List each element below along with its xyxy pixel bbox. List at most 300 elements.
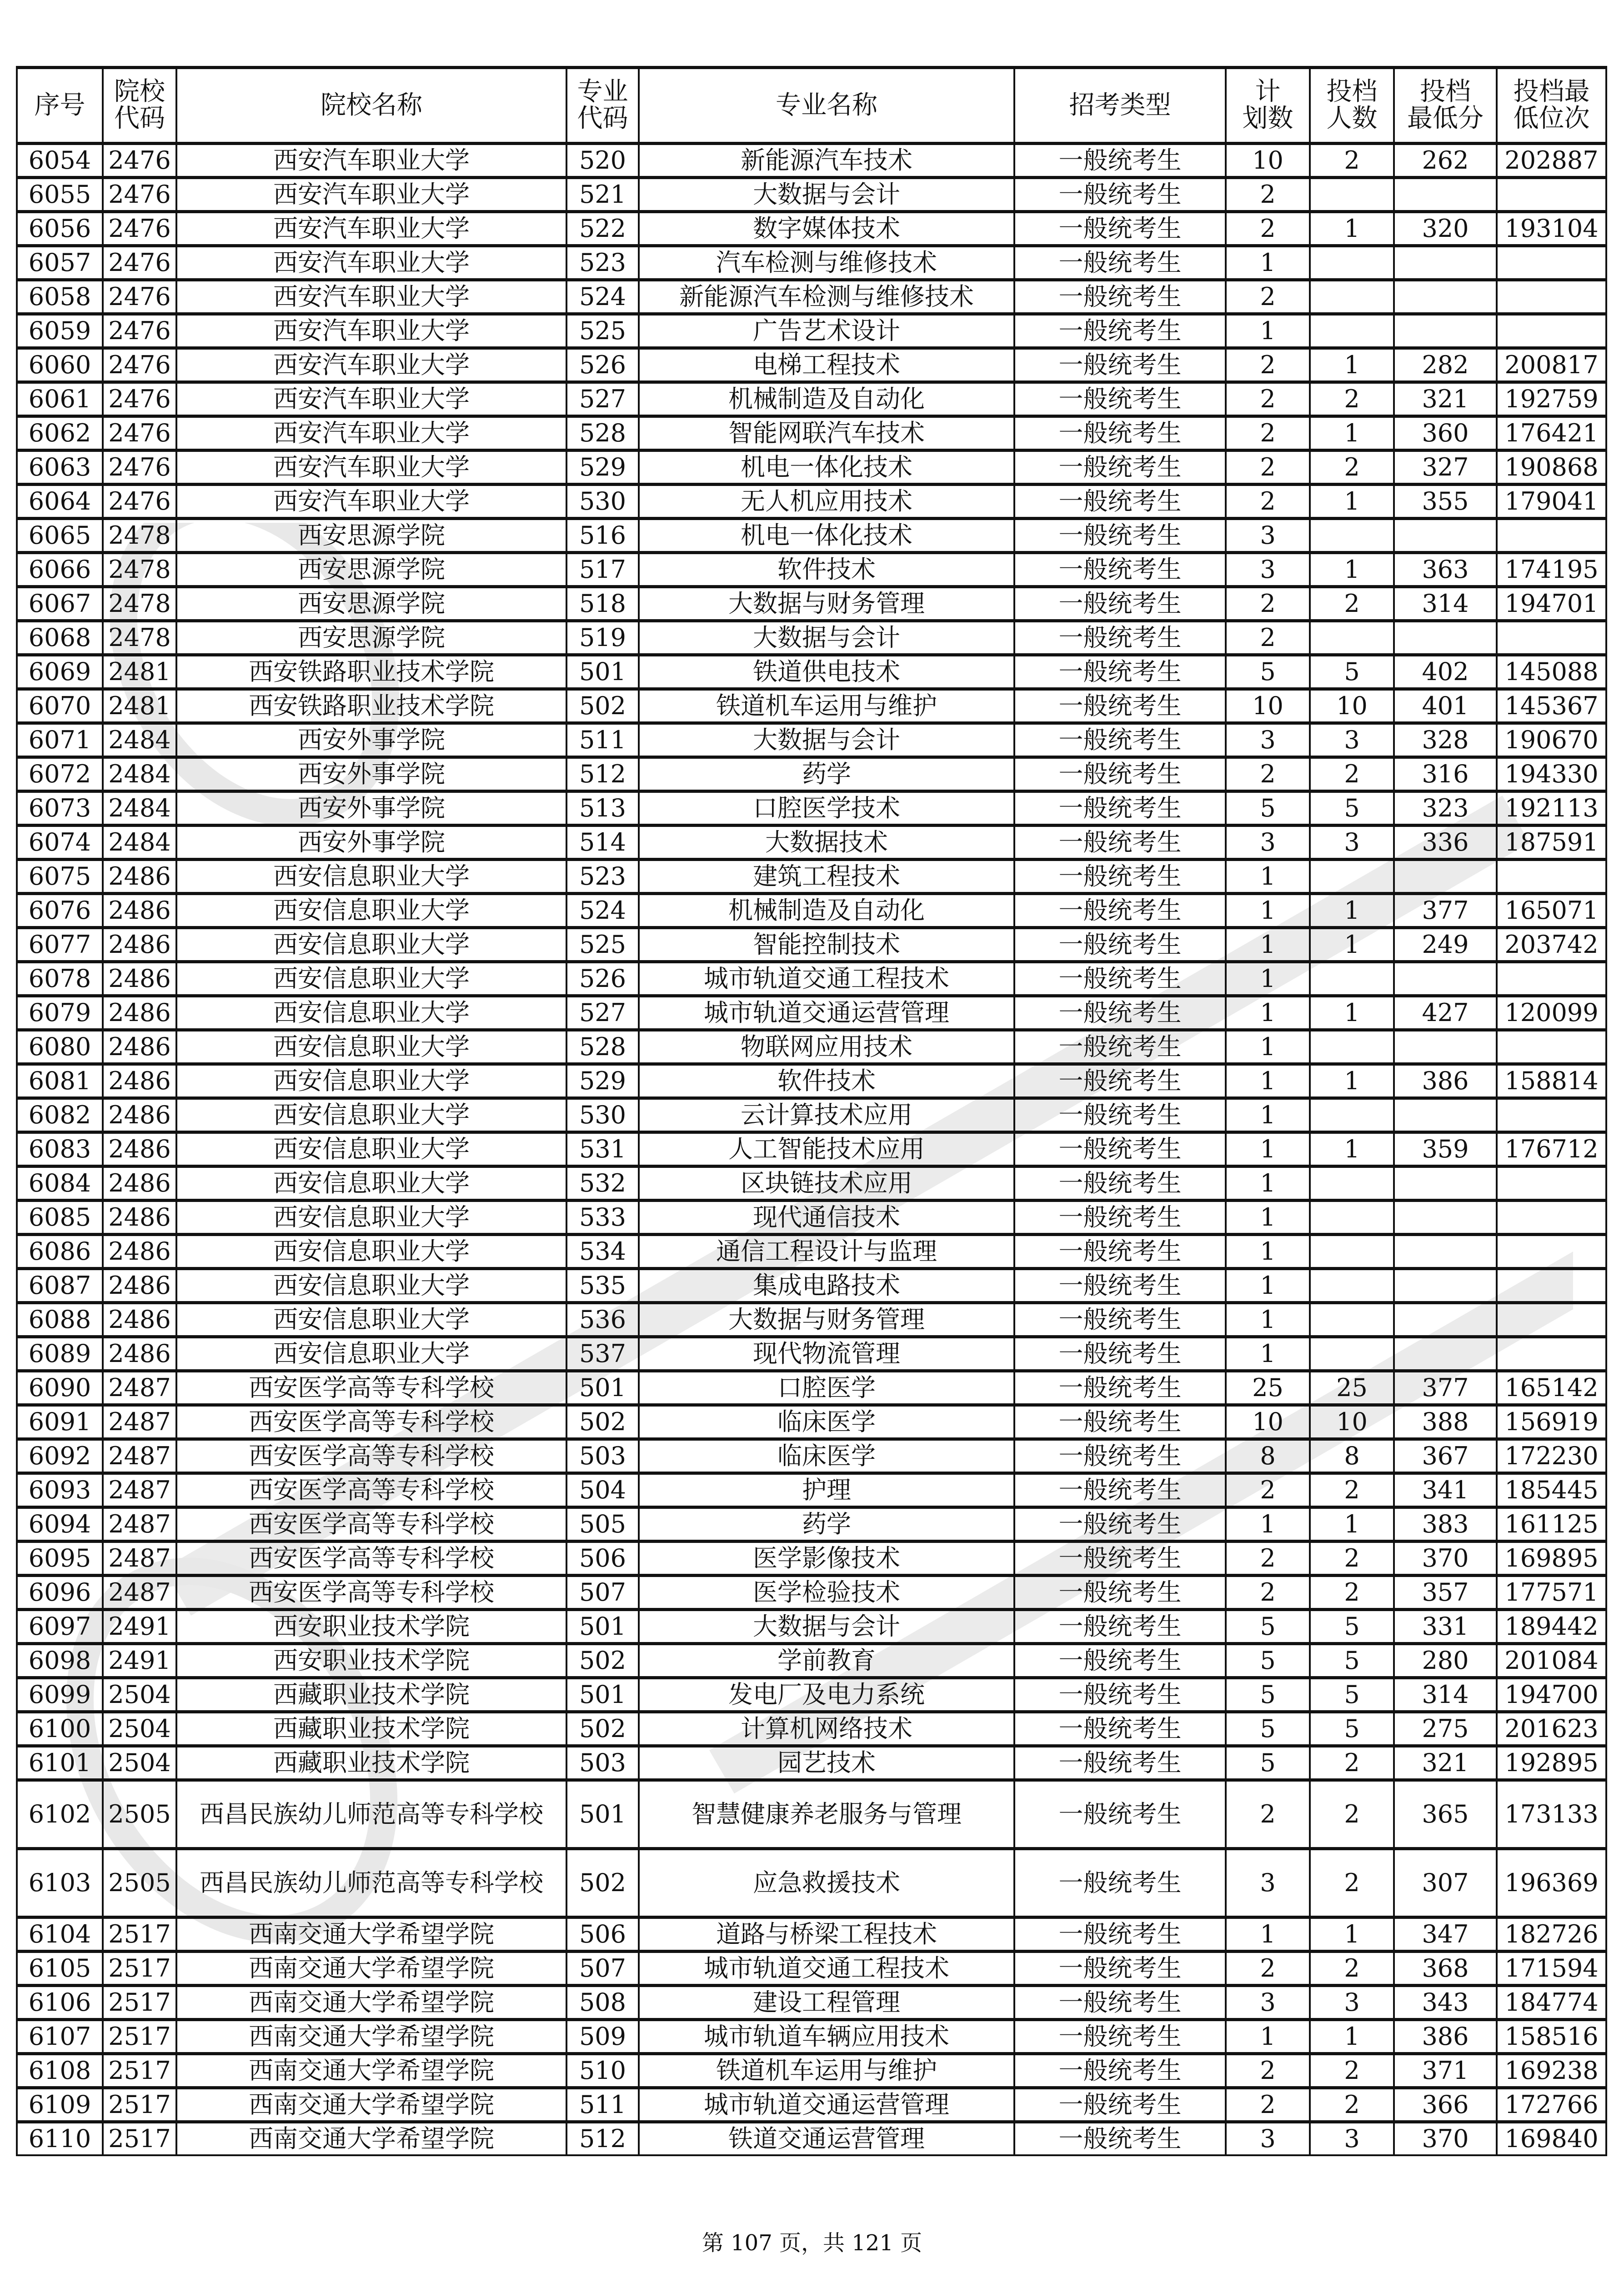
cell-filed xyxy=(1310,1337,1394,1371)
cell-min-rank: 202887 xyxy=(1497,144,1606,178)
cell-filed xyxy=(1310,1098,1394,1132)
table-row xyxy=(17,1405,1606,1439)
cell-exam-type: 一般统考生 xyxy=(1014,246,1226,280)
cell-seq: 6091 xyxy=(17,1405,103,1439)
cell-major-name: 智能控制技术 xyxy=(639,928,1014,962)
cell-major-code: 503 xyxy=(566,1746,639,1780)
cell-school-name: 西安医学高等专科学校 xyxy=(176,1473,566,1507)
cell-min-rank: 203742 xyxy=(1497,928,1606,962)
cell-filed: 1 xyxy=(1310,212,1394,246)
cell-min-score: 307 xyxy=(1394,1849,1497,1918)
cell-major-name: 药学 xyxy=(639,757,1014,791)
cell-min-score: 320 xyxy=(1394,212,1497,246)
cell-min-rank: 192895 xyxy=(1497,1746,1606,1780)
cell-min-rank xyxy=(1497,1098,1606,1132)
cell-seq: 6090 xyxy=(17,1371,103,1405)
cell-school-name: 西安信息职业大学 xyxy=(176,1269,566,1303)
cell-plan: 8 xyxy=(1226,1439,1310,1473)
cell-major-name: 通信工程设计与监理 xyxy=(639,1235,1014,1269)
cell-min-score xyxy=(1394,1269,1497,1303)
cell-major-code: 502 xyxy=(566,1405,639,1439)
header-filed xyxy=(1310,68,1394,144)
cell-school-code: 2484 xyxy=(103,757,176,791)
cell-filed: 5 xyxy=(1310,791,1394,826)
cell-seq: 6089 xyxy=(17,1337,103,1371)
cell-min-rank: 171594 xyxy=(1497,1952,1606,1986)
cell-min-score: 359 xyxy=(1394,1132,1497,1167)
cell-major-name: 城市轨道交通运营管理 xyxy=(639,2088,1014,2122)
cell-school-name: 西藏职业技术学院 xyxy=(176,1746,566,1780)
header-exam-type-label: 招考类型 xyxy=(1069,90,1171,120)
cell-school-name: 西安汽车职业大学 xyxy=(176,382,566,416)
cell-major-name: 道路与桥梁工程技术 xyxy=(639,1918,1014,1952)
cell-min-score: 377 xyxy=(1394,1371,1497,1405)
header-exam-type xyxy=(1014,68,1226,144)
cell-min-score: 282 xyxy=(1394,348,1497,382)
cell-school-code: 2505 xyxy=(103,1780,176,1849)
cell-exam-type: 一般统考生 xyxy=(1014,621,1226,655)
cell-major-code: 517 xyxy=(566,553,639,587)
cell-min-score: 321 xyxy=(1394,382,1497,416)
cell-filed: 2 xyxy=(1310,451,1394,485)
cell-school-code: 2486 xyxy=(103,1269,176,1303)
cell-exam-type: 一般统考生 xyxy=(1014,1542,1226,1576)
cell-filed: 2 xyxy=(1310,1746,1394,1780)
cell-min-score: 331 xyxy=(1394,1610,1497,1644)
cell-school-code: 2486 xyxy=(103,996,176,1030)
cell-seq: 6062 xyxy=(17,416,103,451)
cell-exam-type: 一般统考生 xyxy=(1014,553,1226,587)
cell-major-code: 526 xyxy=(566,348,639,382)
cell-major-code: 523 xyxy=(566,246,639,280)
cell-seq: 6081 xyxy=(17,1064,103,1098)
cell-school-name: 西昌民族幼儿师范高等专科学校 xyxy=(176,1849,566,1918)
cell-major-name: 大数据与会计 xyxy=(639,178,1014,212)
cell-exam-type: 一般统考生 xyxy=(1014,1371,1226,1405)
cell-school-name: 西安信息职业大学 xyxy=(176,1064,566,1098)
table-row xyxy=(17,382,1606,416)
cell-major-name: 物联网应用技术 xyxy=(639,1030,1014,1064)
cell-min-score xyxy=(1394,1030,1497,1064)
cell-seq: 6092 xyxy=(17,1439,103,1473)
cell-filed: 5 xyxy=(1310,1678,1394,1712)
cell-filed: 5 xyxy=(1310,1644,1394,1678)
table-row xyxy=(17,1780,1606,1849)
cell-major-code: 532 xyxy=(566,1167,639,1201)
cell-plan: 2 xyxy=(1226,485,1310,519)
cell-school-name: 西安汽车职业大学 xyxy=(176,280,566,314)
cell-min-score: 336 xyxy=(1394,826,1497,860)
cell-min-score xyxy=(1394,1167,1497,1201)
cell-school-code: 2478 xyxy=(103,587,176,621)
cell-plan: 1 xyxy=(1226,1269,1310,1303)
cell-school-code: 2487 xyxy=(103,1542,176,1576)
cell-major-code: 530 xyxy=(566,485,639,519)
cell-seq: 6110 xyxy=(17,2122,103,2156)
cell-min-score: 366 xyxy=(1394,2088,1497,2122)
cell-school-name: 西安信息职业大学 xyxy=(176,1132,566,1167)
cell-plan: 3 xyxy=(1226,826,1310,860)
cell-seq: 6088 xyxy=(17,1303,103,1337)
cell-seq: 6099 xyxy=(17,1678,103,1712)
cell-min-score: 383 xyxy=(1394,1507,1497,1542)
cell-seq: 6063 xyxy=(17,451,103,485)
cell-min-rank xyxy=(1497,1303,1606,1337)
cell-seq: 6070 xyxy=(17,689,103,723)
cell-filed: 2 xyxy=(1310,1849,1394,1918)
cell-plan: 1 xyxy=(1226,1507,1310,1542)
table-row xyxy=(17,791,1606,826)
cell-major-code: 520 xyxy=(566,144,639,178)
cell-school-name: 西安铁路职业技术学院 xyxy=(176,689,566,723)
cell-school-name: 西安汽车职业大学 xyxy=(176,451,566,485)
cell-min-score: 367 xyxy=(1394,1439,1497,1473)
cell-major-name: 机电一体化技术 xyxy=(639,451,1014,485)
cell-school-name: 西安汽车职业大学 xyxy=(176,485,566,519)
cell-seq: 6098 xyxy=(17,1644,103,1678)
cell-exam-type: 一般统考生 xyxy=(1014,1235,1226,1269)
cell-school-code: 2481 xyxy=(103,689,176,723)
cell-major-name: 建筑工程技术 xyxy=(639,860,1014,894)
cell-school-name: 西安思源学院 xyxy=(176,621,566,655)
cell-school-code: 2486 xyxy=(103,1098,176,1132)
cell-min-score: 370 xyxy=(1394,2122,1497,2156)
cell-plan: 2 xyxy=(1226,382,1310,416)
cell-seq: 6093 xyxy=(17,1473,103,1507)
cell-seq: 6096 xyxy=(17,1576,103,1610)
cell-school-name: 西安信息职业大学 xyxy=(176,1201,566,1235)
cell-major-code: 534 xyxy=(566,1235,639,1269)
cell-seq: 6068 xyxy=(17,621,103,655)
cell-major-name: 应急救援技术 xyxy=(639,1849,1014,1918)
cell-filed: 2 xyxy=(1310,1780,1394,1849)
cell-major-name: 建设工程管理 xyxy=(639,1986,1014,2020)
cell-filed: 10 xyxy=(1310,1405,1394,1439)
cell-major-name: 机电一体化技术 xyxy=(639,519,1014,553)
cell-exam-type: 一般统考生 xyxy=(1014,826,1226,860)
cell-major-code: 525 xyxy=(566,314,639,348)
cell-major-code: 505 xyxy=(566,1507,639,1542)
cell-plan: 5 xyxy=(1226,1712,1310,1746)
cell-seq: 6087 xyxy=(17,1269,103,1303)
table-row xyxy=(17,212,1606,246)
table-row xyxy=(17,621,1606,655)
cell-school-name: 西安汽车职业大学 xyxy=(176,314,566,348)
cell-school-name: 西南交通大学希望学院 xyxy=(176,1952,566,1986)
cell-school-name: 西安信息职业大学 xyxy=(176,962,566,996)
cell-seq: 6065 xyxy=(17,519,103,553)
cell-school-code: 2504 xyxy=(103,1678,176,1712)
cell-school-name: 西安信息职业大学 xyxy=(176,894,566,928)
cell-seq: 6064 xyxy=(17,485,103,519)
cell-min-rank: 193104 xyxy=(1497,212,1606,246)
cell-exam-type: 一般统考生 xyxy=(1014,1064,1226,1098)
cell-school-code: 2484 xyxy=(103,791,176,826)
cell-major-code: 513 xyxy=(566,791,639,826)
cell-school-name: 西南交通大学希望学院 xyxy=(176,2088,566,2122)
cell-major-name: 护理 xyxy=(639,1473,1014,1507)
cell-min-score: 371 xyxy=(1394,2054,1497,2088)
cell-exam-type: 一般统考生 xyxy=(1014,519,1226,553)
table-row xyxy=(17,1746,1606,1780)
cell-filed: 5 xyxy=(1310,1712,1394,1746)
cell-seq: 6067 xyxy=(17,587,103,621)
cell-filed: 2 xyxy=(1310,1542,1394,1576)
cell-school-code: 2476 xyxy=(103,485,176,519)
cell-school-name: 西安医学高等专科学校 xyxy=(176,1405,566,1439)
cell-school-code: 2486 xyxy=(103,1303,176,1337)
table-row xyxy=(17,1030,1606,1064)
cell-major-code: 511 xyxy=(566,723,639,757)
header-seq-label: 序号 xyxy=(34,90,85,120)
cell-min-rank: 169840 xyxy=(1497,2122,1606,2156)
cell-school-code: 2517 xyxy=(103,1918,176,1952)
cell-exam-type: 一般统考生 xyxy=(1014,757,1226,791)
cell-filed: 3 xyxy=(1310,2122,1394,2156)
cell-min-rank: 189442 xyxy=(1497,1610,1606,1644)
table-row xyxy=(17,485,1606,519)
header-min-score-line2: 最低分 xyxy=(1407,104,1484,133)
cell-min-rank xyxy=(1497,962,1606,996)
cell-school-code: 2476 xyxy=(103,144,176,178)
cell-school-name: 西安信息职业大学 xyxy=(176,1235,566,1269)
table-row xyxy=(17,553,1606,587)
cell-plan: 5 xyxy=(1226,655,1310,689)
cell-plan: 2 xyxy=(1226,1780,1310,1849)
cell-filed xyxy=(1310,962,1394,996)
cell-min-score: 328 xyxy=(1394,723,1497,757)
cell-plan: 1 xyxy=(1226,246,1310,280)
header-min-rank-line2: 低位次 xyxy=(1513,104,1590,133)
cell-school-code: 2504 xyxy=(103,1712,176,1746)
table-header-row xyxy=(17,68,1606,144)
table-row xyxy=(17,1952,1606,1986)
cell-major-code: 523 xyxy=(566,860,639,894)
cell-filed: 2 xyxy=(1310,757,1394,791)
cell-min-rank: 196369 xyxy=(1497,1849,1606,1918)
cell-major-code: 509 xyxy=(566,2020,639,2054)
table-row xyxy=(17,1064,1606,1098)
table-row xyxy=(17,2088,1606,2122)
cell-school-code: 2517 xyxy=(103,2020,176,2054)
cell-min-rank xyxy=(1497,246,1606,280)
cell-plan: 1 xyxy=(1226,962,1310,996)
cell-min-score xyxy=(1394,1098,1497,1132)
cell-exam-type: 一般统考生 xyxy=(1014,1098,1226,1132)
cell-plan: 2 xyxy=(1226,348,1310,382)
cell-school-name: 西安外事学院 xyxy=(176,723,566,757)
cell-school-name: 西安汽车职业大学 xyxy=(176,212,566,246)
header-school-name xyxy=(176,68,566,144)
cell-seq: 6085 xyxy=(17,1201,103,1235)
cell-major-code: 502 xyxy=(566,1644,639,1678)
cell-min-score xyxy=(1394,1201,1497,1235)
header-filed-line1: 投档 xyxy=(1326,77,1378,107)
cell-school-name: 西安医学高等专科学校 xyxy=(176,1507,566,1542)
cell-filed xyxy=(1310,1201,1394,1235)
cell-seq: 6066 xyxy=(17,553,103,587)
cell-seq: 6076 xyxy=(17,894,103,928)
cell-plan: 5 xyxy=(1226,1644,1310,1678)
cell-seq: 6077 xyxy=(17,928,103,962)
table-row xyxy=(17,1507,1606,1542)
cell-seq: 6083 xyxy=(17,1132,103,1167)
cell-school-name: 西安外事学院 xyxy=(176,791,566,826)
cell-major-code: 522 xyxy=(566,212,639,246)
cell-school-name: 西安信息职业大学 xyxy=(176,1337,566,1371)
cell-min-score: 402 xyxy=(1394,655,1497,689)
cell-min-rank xyxy=(1497,519,1606,553)
cell-plan: 2 xyxy=(1226,212,1310,246)
cell-min-rank: 200817 xyxy=(1497,348,1606,382)
cell-min-rank xyxy=(1497,1201,1606,1235)
cell-min-score: 280 xyxy=(1394,1644,1497,1678)
cell-school-code: 2517 xyxy=(103,1986,176,2020)
cell-exam-type: 一般统考生 xyxy=(1014,1610,1226,1644)
cell-min-score: 360 xyxy=(1394,416,1497,451)
table-row xyxy=(17,1371,1606,1405)
cell-school-code: 2505 xyxy=(103,1849,176,1918)
table-row xyxy=(17,1712,1606,1746)
cell-exam-type: 一般统考生 xyxy=(1014,144,1226,178)
cell-major-name: 智能网联汽车技术 xyxy=(639,416,1014,451)
cell-min-rank xyxy=(1497,1030,1606,1064)
cell-major-name: 汽车检测与维修技术 xyxy=(639,246,1014,280)
cell-plan: 3 xyxy=(1226,553,1310,587)
cell-school-code: 2486 xyxy=(103,928,176,962)
cell-seq: 6108 xyxy=(17,2054,103,2088)
cell-min-score xyxy=(1394,1235,1497,1269)
table-row xyxy=(17,723,1606,757)
cell-min-rank: 165142 xyxy=(1497,1371,1606,1405)
cell-plan: 1 xyxy=(1226,928,1310,962)
cell-exam-type: 一般统考生 xyxy=(1014,587,1226,621)
cell-exam-type: 一般统考生 xyxy=(1014,280,1226,314)
cell-min-score: 357 xyxy=(1394,1576,1497,1610)
cell-filed xyxy=(1310,621,1394,655)
cell-school-code: 2517 xyxy=(103,2088,176,2122)
cell-major-name: 大数据与财务管理 xyxy=(639,1303,1014,1337)
cell-min-rank: 176421 xyxy=(1497,416,1606,451)
cell-plan: 2 xyxy=(1226,1952,1310,1986)
page-footer: 第 107 页，共 121 页 xyxy=(702,2230,922,2256)
table-body xyxy=(17,144,1606,2156)
cell-plan: 5 xyxy=(1226,791,1310,826)
cell-major-name: 园艺技术 xyxy=(639,1746,1014,1780)
cell-min-rank: 187591 xyxy=(1497,826,1606,860)
cell-min-score: 427 xyxy=(1394,996,1497,1030)
header-min-rank-line1: 投档最 xyxy=(1513,77,1590,107)
cell-plan: 3 xyxy=(1226,723,1310,757)
cell-filed: 2 xyxy=(1310,1576,1394,1610)
cell-major-name: 大数据与会计 xyxy=(639,621,1014,655)
cell-filed xyxy=(1310,1235,1394,1269)
cell-exam-type: 一般统考生 xyxy=(1014,382,1226,416)
cell-school-code: 2476 xyxy=(103,348,176,382)
cell-min-rank: 176712 xyxy=(1497,1132,1606,1167)
cell-school-code: 2486 xyxy=(103,962,176,996)
cell-major-code: 507 xyxy=(566,1576,639,1610)
cell-min-score xyxy=(1394,280,1497,314)
cell-school-code: 2476 xyxy=(103,178,176,212)
cell-seq: 6105 xyxy=(17,1952,103,1986)
cell-seq: 6103 xyxy=(17,1849,103,1918)
cell-min-score: 386 xyxy=(1394,2020,1497,2054)
cell-school-name: 西安铁路职业技术学院 xyxy=(176,655,566,689)
cell-exam-type: 一般统考生 xyxy=(1014,416,1226,451)
header-min-score xyxy=(1394,68,1497,144)
cell-filed xyxy=(1310,1303,1394,1337)
cell-plan: 2 xyxy=(1226,621,1310,655)
header-seq xyxy=(17,68,103,144)
cell-school-code: 2484 xyxy=(103,826,176,860)
cell-min-score: 262 xyxy=(1394,144,1497,178)
cell-major-name: 无人机应用技术 xyxy=(639,485,1014,519)
cell-min-rank xyxy=(1497,280,1606,314)
cell-filed: 1 xyxy=(1310,1507,1394,1542)
cell-min-score: 343 xyxy=(1394,1986,1497,2020)
cell-plan: 1 xyxy=(1226,1030,1310,1064)
cell-major-name: 计算机网络技术 xyxy=(639,1712,1014,1746)
cell-major-code: 501 xyxy=(566,655,639,689)
cell-exam-type: 一般统考生 xyxy=(1014,212,1226,246)
cell-exam-type: 一般统考生 xyxy=(1014,689,1226,723)
cell-school-code: 2478 xyxy=(103,553,176,587)
table-row xyxy=(17,1849,1606,1918)
cell-seq: 6059 xyxy=(17,314,103,348)
cell-filed: 10 xyxy=(1310,689,1394,723)
table-row xyxy=(17,1303,1606,1337)
cell-school-name: 西安汽车职业大学 xyxy=(176,178,566,212)
cell-major-code: 527 xyxy=(566,382,639,416)
cell-filed: 5 xyxy=(1310,655,1394,689)
cell-major-code: 531 xyxy=(566,1132,639,1167)
cell-major-code: 535 xyxy=(566,1269,639,1303)
cell-min-rank xyxy=(1497,621,1606,655)
cell-plan: 3 xyxy=(1226,1986,1310,2020)
cell-min-rank: 184774 xyxy=(1497,1986,1606,2020)
cell-seq: 6072 xyxy=(17,757,103,791)
cell-seq: 6095 xyxy=(17,1542,103,1576)
cell-min-rank: 182726 xyxy=(1497,1918,1606,1952)
table-row xyxy=(17,1098,1606,1132)
cell-exam-type: 一般统考生 xyxy=(1014,1167,1226,1201)
cell-major-name: 电梯工程技术 xyxy=(639,348,1014,382)
table-row xyxy=(17,1167,1606,1201)
cell-school-name: 西安信息职业大学 xyxy=(176,928,566,962)
cell-major-name: 现代物流管理 xyxy=(639,1337,1014,1371)
table-row xyxy=(17,1269,1606,1303)
cell-exam-type: 一般统考生 xyxy=(1014,1678,1226,1712)
table-row xyxy=(17,280,1606,314)
cell-plan: 1 xyxy=(1226,894,1310,928)
cell-major-code: 528 xyxy=(566,416,639,451)
cell-major-name: 数字媒体技术 xyxy=(639,212,1014,246)
table-row xyxy=(17,996,1606,1030)
cell-major-code: 529 xyxy=(566,451,639,485)
cell-plan: 1 xyxy=(1226,1201,1310,1235)
cell-major-name: 药学 xyxy=(639,1507,1014,1542)
header-major-name xyxy=(639,68,1014,144)
cell-plan: 1 xyxy=(1226,1132,1310,1167)
cell-major-name: 软件技术 xyxy=(639,553,1014,587)
cell-school-name: 西安医学高等专科学校 xyxy=(176,1371,566,1405)
cell-major-code: 524 xyxy=(566,894,639,928)
cell-seq: 6107 xyxy=(17,2020,103,2054)
cell-min-score: 388 xyxy=(1394,1405,1497,1439)
table-row xyxy=(17,1918,1606,1952)
cell-exam-type: 一般统考生 xyxy=(1014,996,1226,1030)
